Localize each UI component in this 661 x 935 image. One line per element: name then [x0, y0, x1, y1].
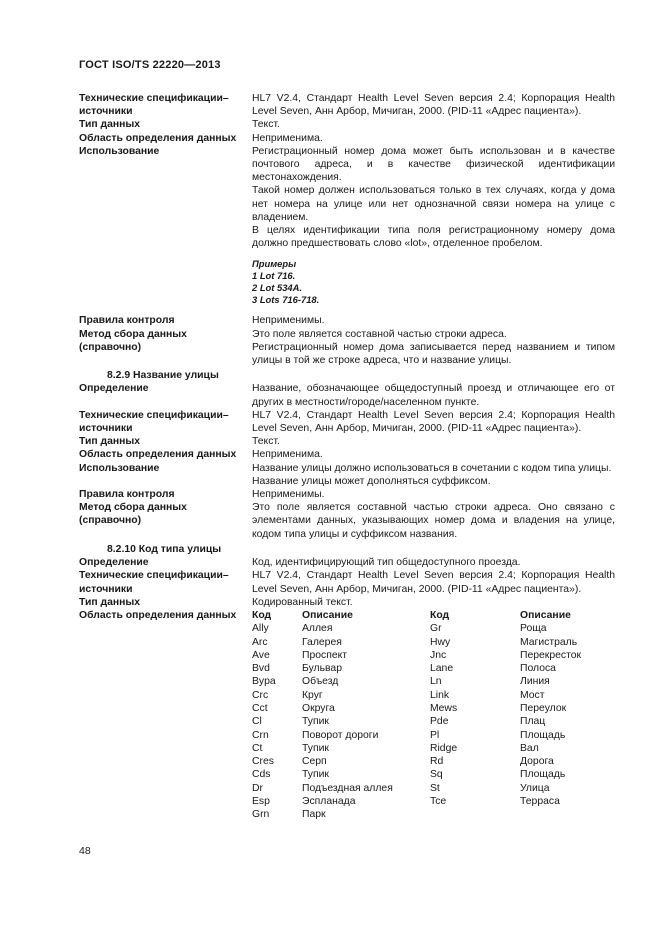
table-cell: Crn [252, 729, 269, 741]
column-header: Код [430, 609, 450, 621]
table-cell: Галерея [302, 636, 342, 648]
table-cell: Объезд [302, 676, 339, 688]
column-header: Описание [302, 609, 353, 621]
table-cell: Перекресток [520, 649, 582, 661]
field-label: Метод сбора данных [79, 502, 187, 514]
field-tech-spec [79, 92, 615, 118]
field-data-type [79, 435, 615, 448]
section-heading: 8.2.10 Код типа улицы [107, 543, 222, 555]
field-value: Название, обозначающее общедоступный проезд и отличающее его от других в местности/городе/населенном пункте. [252, 383, 615, 408]
page-number: 48 [79, 845, 91, 857]
field-validation-rules [79, 314, 615, 327]
table-cell: Rd [430, 756, 444, 768]
column-header: Описание [520, 609, 571, 621]
table-row [252, 715, 610, 728]
table-cell: Бульвар [302, 663, 342, 675]
field-tech-spec [79, 569, 615, 595]
field-label: Область определения данных [79, 449, 237, 461]
field-usage [79, 462, 615, 488]
field-data-domain [79, 609, 615, 822]
table-cell: Ave [252, 649, 270, 661]
table-cell: Округа [302, 702, 335, 714]
field-data-domain [79, 448, 615, 461]
table-row [252, 649, 610, 662]
table-row [252, 782, 610, 795]
table-cell: Тупик [302, 716, 329, 728]
usage-paragraph: В целях идентификации типа поля регистрационному номеру дома должно предшествовать слово «lot», отделенное пробелом. [252, 225, 615, 250]
table-row [252, 675, 610, 688]
table-cell: Магистраль [520, 636, 578, 648]
table-cell: Полоса [520, 663, 556, 675]
document-body [79, 92, 615, 822]
table-cell: Серп [302, 756, 327, 768]
table-cell: Link [430, 689, 450, 701]
table-cell: Pl [430, 729, 440, 741]
examples-block [252, 258, 615, 306]
table-cell: Arc [252, 636, 268, 648]
table-cell: Дорога [520, 756, 554, 768]
table-cell: Cres [252, 756, 274, 768]
table-cell: Crc [252, 689, 269, 701]
table-cell: Поворот дороги [302, 729, 379, 741]
field-tech-spec [79, 409, 615, 435]
field-value [252, 462, 615, 488]
field-label: Область определения данных [79, 609, 237, 621]
field-value: Неприменимы. [252, 315, 325, 327]
table-cell: Ally [252, 623, 269, 635]
field-label: Технические спецификации–источники [79, 570, 229, 595]
field-label: Тип данных [79, 119, 141, 131]
field-definition [79, 382, 615, 408]
table-cell: Cds [252, 769, 271, 781]
table-cell: Вал [520, 742, 539, 754]
field-data-domain [79, 132, 615, 145]
field-value: HL7 V2.4, Стандарт Health Level Seven версия 2.4; Корпорация Health Level Seven, Анн Арбор, Мичиган, 2000. (PID-11 «Адрес пациента»). [252, 570, 615, 595]
field-label: Определение [79, 557, 149, 569]
table-cell: Jnc [430, 649, 447, 661]
example-item: 2 Lot 534A. [252, 282, 303, 294]
table-cell [430, 808, 520, 821]
field-value: HL7 V2.4, Стандарт Health Level Seven версия 2.4; Корпорация Health Level Seven, Анн Арбор, Мичиган, 2000. (PID-11 «Адрес пациента»). [252, 93, 615, 118]
table-cell: Mews [430, 702, 458, 714]
field-label: Тип данных [79, 436, 141, 448]
field-usage [79, 145, 615, 307]
field-value: Это поле является составной частью строки адреса. [252, 328, 507, 340]
field-label: Область определения данных [79, 132, 237, 144]
table-cell: Тупик [302, 769, 329, 781]
field-value: Код, идентифицирующий тип общедоступного проезда. [252, 557, 521, 569]
field-value: HL7 V2.4, Стандарт Health Level Seven версия 2.4; Корпорация Health Level Seven, Анн Арбор, Мичиган, 2000. (PID-11 «Адрес пациента»). [252, 409, 615, 435]
table-cell: Hwy [430, 636, 451, 648]
field-label: Технические спецификации–источники [79, 409, 229, 435]
table-cell: Тупик [302, 742, 329, 754]
usage-paragraph: Такой номер должен использоваться только в тех случаях, когда у дома нет номера на улице или нет однозначной связи номера на улице с владением. [252, 185, 615, 223]
field-data-type [79, 118, 615, 131]
table-cell: Ct [252, 742, 263, 754]
table-cell: Esp [252, 796, 270, 808]
table-row [252, 702, 610, 715]
table-cell: Pde [430, 716, 449, 728]
table-body [252, 622, 610, 821]
field-label: (справочно) [79, 515, 142, 527]
field-value: Кодированный текст. [252, 596, 353, 608]
table-row [252, 808, 610, 821]
table-row [252, 742, 610, 755]
table-row [252, 622, 610, 635]
table-row [252, 662, 610, 675]
table-cell: Bypa [252, 676, 276, 688]
table-cell: Аллея [302, 623, 333, 635]
field-label: Тип данных [79, 596, 141, 608]
table-cell: Площадь [520, 729, 566, 741]
field-label: (справочно) [79, 341, 142, 353]
table-row [252, 768, 610, 781]
street-type-code-table [252, 609, 610, 822]
table-cell: Парк [302, 809, 326, 821]
table-row [252, 729, 610, 742]
table-cell: Tce [430, 796, 447, 808]
field-collection-method [79, 501, 615, 541]
field-label: Правила контроля [79, 315, 175, 327]
field-value: Неприменима. [252, 449, 323, 461]
table-cell: Плац [520, 716, 546, 728]
section-heading: 8.2.9 Название улицы [107, 370, 219, 382]
examples-title: Примеры [252, 258, 297, 270]
table-cell: Линия [520, 676, 550, 688]
usage-paragraph: Регистрационный номер дома может быть использован и в качестве почтового адреса, и в качестве физической идентификации местонахождения. [252, 145, 615, 184]
table-cell: Площадь [520, 769, 566, 781]
table-row [252, 795, 610, 808]
table-cell: Gr [430, 623, 442, 635]
field-label: Использование [79, 145, 160, 157]
field-label: Использование [79, 462, 160, 474]
field-reference [79, 341, 615, 367]
example-item: 3 Lots 716-718. [252, 294, 320, 306]
usage-paragraph: Название улицы может дополняться суффиксом. [252, 475, 491, 487]
field-value: Неприменима. [252, 132, 323, 144]
table-row [252, 755, 610, 768]
field-label: Технические спецификации–источники [79, 93, 229, 118]
table-cell: Bvd [252, 663, 270, 675]
document-header: ГОСТ ISO/TS 22220—2013 [79, 59, 221, 71]
field-definition [79, 556, 615, 569]
table-cell: Cct [252, 702, 268, 714]
table-cell: Терраса [520, 796, 560, 808]
table-cell: Dr [252, 782, 263, 794]
table-cell: Grn [252, 809, 270, 821]
table-cell: Проспект [302, 649, 348, 661]
table-cell: Ridge [430, 742, 458, 754]
column-header: Код [252, 609, 272, 621]
table-cell: Подъездная аллея [302, 782, 393, 794]
table-cell: Переулок [520, 702, 567, 714]
field-value [252, 609, 615, 822]
table-cell: Эспланада [302, 796, 356, 808]
field-label: Правила контроля [79, 489, 175, 501]
field-validation-rules [79, 488, 615, 501]
table-row [252, 689, 610, 702]
field-data-type [79, 596, 615, 609]
field-value [252, 145, 615, 307]
example-item: 1 Lot 716. [252, 270, 296, 282]
table-cell: Круг [302, 689, 323, 701]
field-label: Метод сбора данных [79, 328, 187, 340]
usage-paragraph: Название улицы должно использоваться в сочетании с кодом типа улицы. [252, 462, 612, 474]
table-cell: Sq [430, 769, 443, 781]
field-label: Определение [79, 383, 149, 395]
table-cell: Роща [520, 623, 547, 635]
table-cell: Cl [252, 716, 262, 728]
table-header-row [252, 609, 610, 622]
field-collection-method [79, 328, 615, 341]
field-value: Это поле является составной частью строки адреса. Оно связано с элементами данных, указывающих номер дома и владения на улице, кодом типа улицы и суффиксом названия. [252, 502, 615, 540]
table-cell [520, 808, 610, 821]
table-cell: Улица [520, 782, 550, 794]
field-value: Текст. [252, 436, 280, 448]
field-value: Неприменимы. [252, 489, 325, 501]
table-row [252, 636, 610, 649]
field-value: Регистрационный номер дома записывается перед названием и типом улицы в той же строке адреса, что и название улицы. [252, 341, 615, 367]
field-value: Текст. [252, 119, 280, 131]
table-cell: Ln [430, 676, 442, 688]
table-cell: Lane [430, 663, 454, 675]
table-cell: Мост [520, 689, 545, 701]
table-cell: St [430, 782, 440, 794]
